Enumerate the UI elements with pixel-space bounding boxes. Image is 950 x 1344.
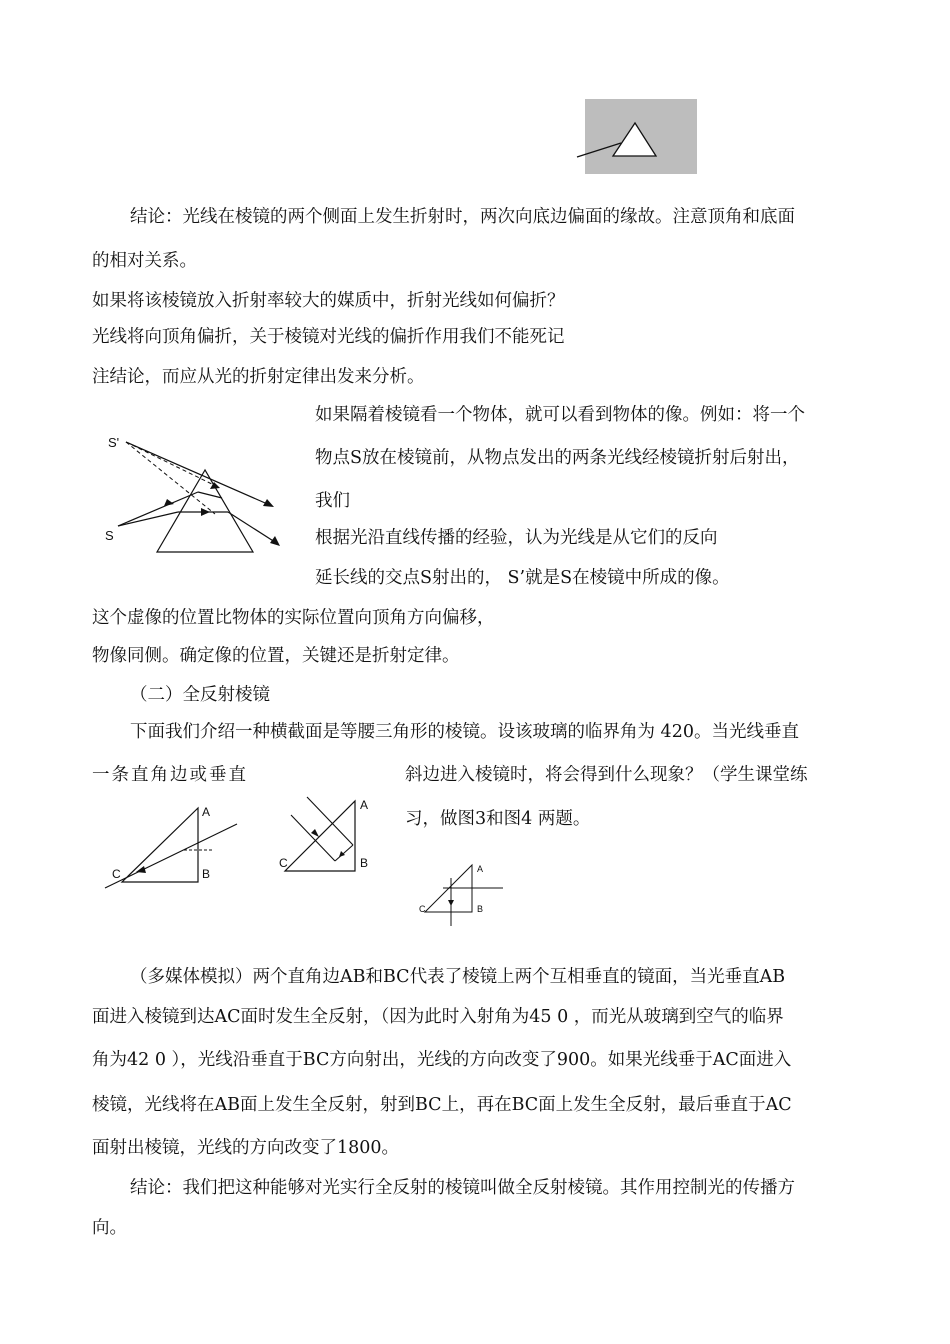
arrowhead-2 — [270, 536, 280, 546]
simulation-line-5: 面射出棱镜，光线的方向改变了1800。 — [92, 1138, 400, 1158]
label-a-2: A — [360, 798, 369, 812]
section-heading: （二）全反射棱镜 — [130, 685, 270, 705]
final-conclusion-line-1: 结论：我们把这种能够对光实行全反射的棱镜叫做全反射棱镜。其作用控制光的传播方 — [130, 1178, 795, 1198]
prism-figure-3 — [100, 800, 245, 892]
label-b-2: B — [360, 856, 369, 870]
total-reflection-line-3: 习，做图3和图4 两题。 — [405, 809, 591, 829]
simulation-line-2: 面进入棱镜到达AC面时发生全反射，（因为此时入射角为45 0 ，而光从玻璃到空气的临界 — [92, 1007, 784, 1027]
answer-line-1: 光线将向顶角偏折，关于棱镜对光线的偏折作用我们不能死记 — [92, 327, 565, 347]
ray-fig4-c — [335, 845, 353, 861]
label-c-2: C — [279, 856, 288, 870]
image-para-line-1: 如果隔着棱镜看一个物体，就可以看到物体的像。例如：将一个 — [315, 405, 805, 425]
question-line: 如果将该棱镜放入折射率较大的媒质中，折射光线如何偏折？ — [92, 291, 565, 311]
final-conclusion-line-2: 向。 — [92, 1218, 127, 1238]
image-para-line-4: 根据光沿直线传播的经验，认为光线是从它们的反向 — [315, 528, 718, 548]
simulation-line-3: 角为42 0 ），光线沿垂直于BC方向射出，光线的方向改变了900。如果光线垂于AC面进入 — [92, 1050, 792, 1070]
total-reflection-line-1: 下面我们介绍一种横截面是等腰三角形的棱镜。设该玻璃的临界角为 420。当光线垂直 — [130, 722, 799, 742]
label-c-1: C — [112, 867, 121, 881]
arrowhead-fig4-a — [311, 829, 319, 837]
right-prism-1 — [122, 808, 198, 882]
conclusion-line-1: 结论：光线在棱镜的两个侧面上发生折射时，两次向底边偏面的缘故。注意顶角和底面 — [130, 207, 795, 227]
label-c-3: C — [419, 904, 426, 914]
prism-ray-figure — [585, 99, 698, 175]
virtual-image-figure — [100, 430, 300, 560]
solid-ray-in-2 — [118, 512, 178, 526]
solid-ray-in-1 — [118, 492, 198, 526]
image-para-line-6: 这个虚像的位置比物体的实际位置向顶角方向偏移， — [92, 608, 495, 628]
ray-fig4-a — [307, 797, 353, 845]
answer-line-2: 注结论，而应从光的折射定律出发来分析。 — [92, 367, 425, 387]
conclusion-line-2: 的相对关系。 — [92, 251, 197, 271]
image-para-line-7: 物像同侧。确定像的位置，关键还是折射定律。 — [92, 646, 460, 666]
simulation-line-1: （多媒体模拟）两个直角边AB和BC代表了棱镜上两个互相垂直的镜面，当光垂直AB — [130, 967, 786, 987]
label-b-3: B — [477, 904, 484, 914]
s-label: S — [105, 528, 114, 543]
prism-figure-4 — [275, 795, 385, 880]
label-b-1: B — [202, 867, 211, 881]
prism-figure-small — [415, 860, 515, 930]
label-a-3: A — [477, 864, 484, 874]
solid-ray-out-1 — [126, 442, 272, 506]
ray-fig4-b — [291, 815, 335, 861]
arrowhead-fig5 — [448, 900, 454, 906]
image-para-line-5: 延长线的交点S射出的， S’就是S在棱镜中所成的像。 — [315, 568, 730, 588]
s-prime-label: S' — [108, 435, 120, 450]
image-para-line-3: 我们 — [315, 491, 350, 511]
image-para-line-2: 物点S放在棱镜前，从物点发出的两条光线经棱镜折射后射出， — [315, 448, 800, 468]
total-reflection-line-2a: 一条直角边或垂直 — [92, 765, 248, 785]
dashed-ray-1 — [126, 442, 220, 488]
arrowhead-fig4-b — [339, 851, 345, 857]
label-a-1: A — [202, 805, 211, 819]
solid-ray-out-2 — [228, 512, 278, 544]
total-reflection-line-2b: 斜边进入棱镜时，将会得到什么现象？（学生课堂练 — [405, 765, 808, 785]
simulation-line-4: 棱镜，光线将在AB面上发生全反射，射到BC上，再在BC面上发生全反射，最后垂直于AC — [92, 1095, 792, 1115]
